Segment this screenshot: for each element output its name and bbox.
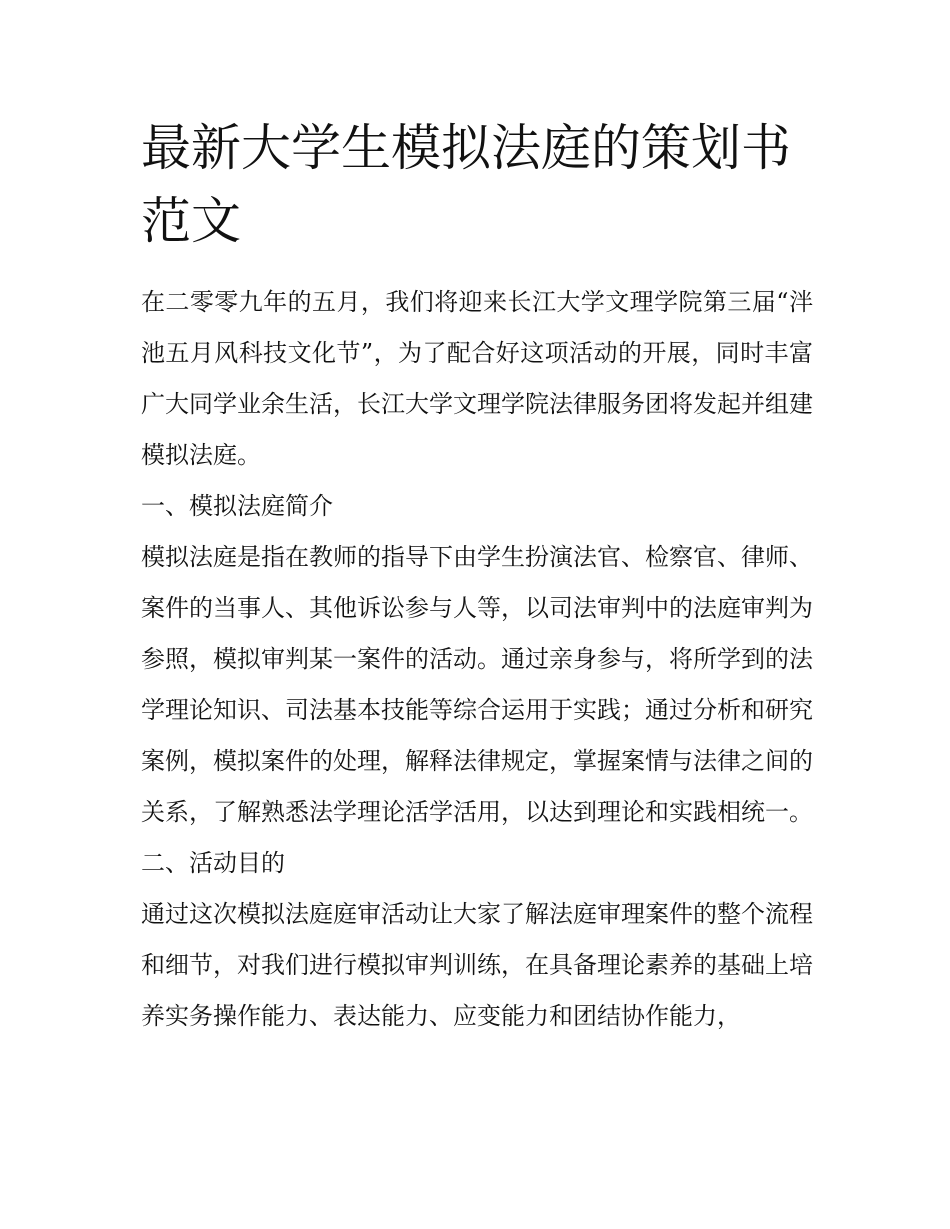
intro-paragraph: 在二零零九年的五月，我们将迎来长江大学文理学院第三届“泮池五月风科技文化节”，为了配合好这项活动的开展，同时丰富广大同学业余生活，长江大学文理学院法律服务团将发起并组建模拟法庭。 [141,288,813,469]
section-heading-introduction: 一、模拟法庭简介 [141,492,333,520]
document-title: 最新大学生模拟法庭的策划书范文 [141,119,791,250]
purpose-paragraph: 通过这次模拟法庭庭审活动让大家了解法庭审理案件的整个流程和细节，对我们进行模拟审判训练，在具备理论素养的基础上培养实务操作能力、表达能力、应变能力和团结协作能力， [141,900,813,1030]
introduction-paragraph: 模拟法庭是指在教师的指导下由学生扮演法官、检察官、律师、案件的当事人、其他诉讼参与人等，以司法审判中的法庭审判为参照，模拟审判某一案件的活动。通过亲身参与，将所学到的法学理论知识、司法基本技能等综合运用于实践；通过分析和研究案例，模拟案件的处理，解释法律规定，掌握案情与法律之间的关系，了解熟悉法学理论活学活用，以达到理论和实践相统一。 [141,543,813,826]
document-body [141,277,813,1042]
section-heading-purpose: 二、活动目的 [141,849,285,877]
